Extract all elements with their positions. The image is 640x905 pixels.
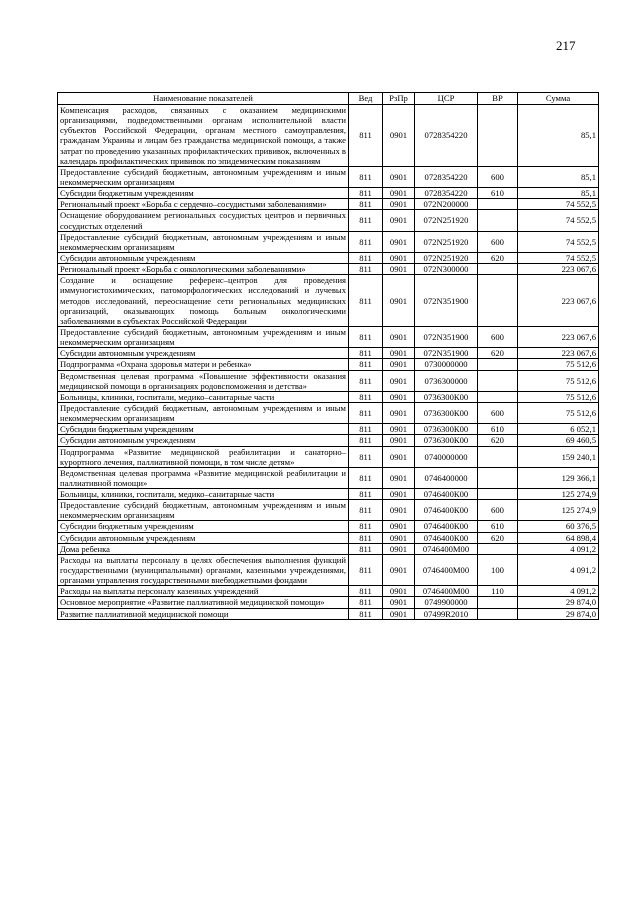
table-row: [58, 424, 599, 435]
cell-vr: [478, 608, 518, 619]
header-rzpr: РзПр: [383, 93, 415, 105]
table-row: [58, 326, 599, 347]
cell-rzpr: 0901: [383, 348, 415, 359]
cell-name: Субсидии автономным учреждениям: [58, 252, 349, 263]
table-row: [58, 586, 599, 597]
cell-name: Ведомственная целевая программа «Повышение эффективности оказания медицинской помощи в организациях родовспоможения и детства»: [58, 370, 349, 391]
cell-ved: 811: [349, 489, 383, 500]
cell-sum: 85,1: [518, 105, 599, 167]
cell-name: Подпрограмма «Развитие медицинской реабилитации и санаторно–курортного лечения, паллиативной помощи, в том числе детям»: [58, 446, 349, 467]
cell-csr: 0728354220: [415, 188, 478, 199]
table-row: [58, 554, 599, 585]
cell-rzpr: 0901: [383, 543, 415, 554]
table-row: [58, 543, 599, 554]
table-row: [58, 199, 599, 210]
table-row: [58, 188, 599, 199]
cell-ved: 811: [349, 359, 383, 370]
table-row: [58, 489, 599, 500]
cell-rzpr: 0901: [383, 391, 415, 402]
cell-vr: [478, 467, 518, 488]
cell-csr: 072N300000: [415, 264, 478, 275]
table-row: [58, 359, 599, 370]
cell-ved: 811: [349, 597, 383, 608]
cell-vr: 620: [478, 252, 518, 263]
cell-csr: 0746400К00: [415, 532, 478, 543]
cell-ved: 811: [349, 264, 383, 275]
cell-name: Создание и оснащение референс–центров для проведения иммуногистохимических, патоморфологических исследований и лучевых методов исследований, переоснащение сети региональных медицинских организаций, оказывающих помощь больным онкологическими заболеваниями в субъектах Российской Федерации: [58, 275, 349, 327]
table-row: [58, 252, 599, 263]
cell-ved: 811: [349, 252, 383, 263]
cell-name: Предоставление субсидий бюджетным, автономным учреждениям и иным некоммерческим организациям: [58, 166, 349, 187]
cell-vr: 620: [478, 532, 518, 543]
cell-rzpr: 0901: [383, 446, 415, 467]
cell-vr: 600: [478, 402, 518, 423]
cell-rzpr: 0901: [383, 359, 415, 370]
cell-sum: 85,1: [518, 166, 599, 187]
cell-sum: 6 052,1: [518, 424, 599, 435]
header-sum: Сумма: [518, 93, 599, 105]
cell-csr: 0749900000: [415, 597, 478, 608]
cell-ved: 811: [349, 199, 383, 210]
cell-csr: 072N251920: [415, 252, 478, 263]
table-row: [58, 435, 599, 446]
cell-csr: 0730000000: [415, 359, 478, 370]
cell-csr: 0746400К00: [415, 489, 478, 500]
table-row: [58, 348, 599, 359]
cell-vr: [478, 446, 518, 467]
cell-sum: 74 552,5: [518, 199, 599, 210]
cell-ved: 811: [349, 467, 383, 488]
cell-csr: 072N251920: [415, 231, 478, 252]
budget-table: [57, 92, 599, 620]
cell-rzpr: 0901: [383, 231, 415, 252]
cell-ved: 811: [349, 210, 383, 231]
cell-sum: 75 512,6: [518, 391, 599, 402]
cell-ved: 811: [349, 348, 383, 359]
cell-name: Расходы на выплаты персоналу в целях обеспечения выполнения функций государственными (муниципальными) органами, казенными учреждениями, органами управления государственными внебюджетными фондами: [58, 554, 349, 585]
cell-name: Предоставление субсидий бюджетным, автономным учреждениям и иным некоммерческим организациям: [58, 402, 349, 423]
header-ved: Вед: [349, 93, 383, 105]
cell-ved: 811: [349, 188, 383, 199]
cell-ved: 811: [349, 402, 383, 423]
cell-vr: [478, 199, 518, 210]
cell-ved: 811: [349, 521, 383, 532]
cell-sum: 125 274,9: [518, 489, 599, 500]
cell-vr: 610: [478, 424, 518, 435]
table-row: [58, 500, 599, 521]
cell-rzpr: 0901: [383, 199, 415, 210]
cell-name: Основное мероприятие «Развитие паллиативной медицинской помощи»: [58, 597, 349, 608]
cell-name: Развитие паллиативной медицинской помощи: [58, 608, 349, 619]
cell-ved: 811: [349, 500, 383, 521]
table-row: [58, 231, 599, 252]
cell-csr: 0736300К00: [415, 435, 478, 446]
cell-name: Предоставление субсидий бюджетным, автономным учреждениям и иным некоммерческим организациям: [58, 231, 349, 252]
cell-sum: 4 091,2: [518, 543, 599, 554]
cell-name: Компенсация расходов, связанных с оказанием медицинскими организациями, подведомственными органам исполнительной власти субъектов Российской Федерации, органам местного самоуправления, гражданам Украины и лицам без гражданства медицинской помощи, а также затрат по проведению указанных профилактических прививок, включенных в календарь профилактических прививок по эпидемическим показаниям: [58, 105, 349, 167]
cell-sum: 85,1: [518, 188, 599, 199]
cell-vr: [478, 105, 518, 167]
cell-ved: 811: [349, 275, 383, 327]
table-row: [58, 597, 599, 608]
cell-vr: [478, 370, 518, 391]
cell-rzpr: 0901: [383, 521, 415, 532]
cell-sum: 75 512,6: [518, 359, 599, 370]
cell-ved: 811: [349, 608, 383, 619]
cell-ved: 811: [349, 424, 383, 435]
cell-ved: 811: [349, 326, 383, 347]
cell-rzpr: 0901: [383, 489, 415, 500]
cell-sum: 64 898,4: [518, 532, 599, 543]
header-vr: ВР: [478, 93, 518, 105]
cell-vr: 100: [478, 554, 518, 585]
cell-vr: 610: [478, 188, 518, 199]
table-row: [58, 446, 599, 467]
table-row: [58, 370, 599, 391]
cell-rzpr: 0901: [383, 424, 415, 435]
cell-csr: 0746400М00: [415, 543, 478, 554]
cell-ved: 811: [349, 231, 383, 252]
cell-sum: 29 874,0: [518, 597, 599, 608]
cell-ved: 811: [349, 446, 383, 467]
cell-ved: 811: [349, 532, 383, 543]
table-row: [58, 532, 599, 543]
cell-rzpr: 0901: [383, 188, 415, 199]
cell-rzpr: 0901: [383, 554, 415, 585]
cell-sum: 29 874,0: [518, 608, 599, 619]
cell-vr: [478, 391, 518, 402]
header-name: Наименование показателей: [58, 93, 349, 105]
cell-csr: 0736300000: [415, 370, 478, 391]
cell-name: Дома ребенка: [58, 543, 349, 554]
cell-sum: 223 067,6: [518, 326, 599, 347]
cell-vr: [478, 275, 518, 327]
cell-vr: [478, 489, 518, 500]
cell-csr: 0746400К00: [415, 500, 478, 521]
cell-vr: [478, 543, 518, 554]
cell-name: Субсидии автономным учреждениям: [58, 532, 349, 543]
cell-rzpr: 0901: [383, 326, 415, 347]
cell-sum: 74 552,5: [518, 231, 599, 252]
table-header-row: [58, 93, 599, 105]
cell-sum: 69 460,5: [518, 435, 599, 446]
cell-ved: 811: [349, 391, 383, 402]
table-row: [58, 402, 599, 423]
table-row: [58, 521, 599, 532]
cell-rzpr: 0901: [383, 275, 415, 327]
cell-vr: [478, 264, 518, 275]
cell-name: Субсидии автономным учреждениям: [58, 348, 349, 359]
cell-vr: [478, 359, 518, 370]
cell-csr: 0746400000: [415, 467, 478, 488]
cell-rzpr: 0901: [383, 467, 415, 488]
cell-sum: 74 552,5: [518, 252, 599, 263]
cell-csr: 072N351900: [415, 348, 478, 359]
cell-csr: 0746400М00: [415, 586, 478, 597]
cell-ved: 811: [349, 554, 383, 585]
cell-ved: 811: [349, 166, 383, 187]
cell-name: Предоставление субсидий бюджетным, автономным учреждениям и иным некоммерческим организациям: [58, 500, 349, 521]
cell-rzpr: 0901: [383, 608, 415, 619]
table-row: [58, 210, 599, 231]
cell-vr: [478, 597, 518, 608]
cell-vr: 110: [478, 586, 518, 597]
cell-name: Субсидии бюджетным учреждениям: [58, 424, 349, 435]
cell-vr: [478, 210, 518, 231]
cell-sum: 159 240,1: [518, 446, 599, 467]
cell-rzpr: 0901: [383, 264, 415, 275]
cell-csr: 072N251920: [415, 210, 478, 231]
cell-name: Субсидии автономным учреждениям: [58, 435, 349, 446]
cell-name: Региональный проект «Борьба с онкологическими заболеваниями»: [58, 264, 349, 275]
cell-sum: 223 067,6: [518, 348, 599, 359]
table-body: [58, 105, 599, 620]
table-row: [58, 105, 599, 167]
cell-vr: 600: [478, 326, 518, 347]
cell-csr: 0728354220: [415, 166, 478, 187]
cell-ved: 811: [349, 105, 383, 167]
cell-name: Субсидии бюджетным учреждениям: [58, 521, 349, 532]
cell-sum: 74 552,5: [518, 210, 599, 231]
cell-rzpr: 0901: [383, 500, 415, 521]
cell-name: Больницы, клиники, госпитали, медико–санитарные части: [58, 489, 349, 500]
cell-ved: 811: [349, 370, 383, 391]
cell-sum: 125 274,9: [518, 500, 599, 521]
cell-csr: 0740000000: [415, 446, 478, 467]
cell-sum: 4 091,2: [518, 554, 599, 585]
cell-sum: 60 376,5: [518, 521, 599, 532]
cell-sum: 223 067,6: [518, 275, 599, 327]
cell-vr: 610: [478, 521, 518, 532]
cell-csr: 072N351900: [415, 326, 478, 347]
page-number: 217: [556, 38, 576, 53]
table-row: [58, 166, 599, 187]
cell-csr: 07499R2010: [415, 608, 478, 619]
cell-rzpr: 0901: [383, 105, 415, 167]
cell-sum: 75 512,6: [518, 402, 599, 423]
table-row: [58, 275, 599, 327]
cell-rzpr: 0901: [383, 210, 415, 231]
table-row: [58, 467, 599, 488]
cell-name: Больницы, клиники, госпитали, медико–санитарные части: [58, 391, 349, 402]
cell-rzpr: 0901: [383, 252, 415, 263]
cell-name: Подпрограмма «Охрана здоровья матери и ребенка»: [58, 359, 349, 370]
cell-sum: 129 366,1: [518, 467, 599, 488]
table-row: [58, 608, 599, 619]
cell-name: Региональный проект «Борьба с сердечно–сосудистыми заболеваниями»: [58, 199, 349, 210]
cell-sum: 75 512,6: [518, 370, 599, 391]
cell-ved: 811: [349, 435, 383, 446]
cell-name: Оснащение оборудованием региональных сосудистых центров и первичных сосудистых отделений: [58, 210, 349, 231]
cell-csr: 072N200000: [415, 199, 478, 210]
cell-rzpr: 0901: [383, 532, 415, 543]
cell-sum: 223 067,6: [518, 264, 599, 275]
cell-rzpr: 0901: [383, 370, 415, 391]
cell-csr: 0736300К00: [415, 402, 478, 423]
cell-rzpr: 0901: [383, 166, 415, 187]
cell-csr: 0736300К00: [415, 424, 478, 435]
cell-csr: 0736300К00: [415, 391, 478, 402]
cell-sum: 4 091,2: [518, 586, 599, 597]
table-row: [58, 264, 599, 275]
header-csr: ЦСР: [415, 93, 478, 105]
cell-vr: 600: [478, 231, 518, 252]
cell-name: Субсидии бюджетным учреждениям: [58, 188, 349, 199]
cell-name: Ведомственная целевая программа «Развитие медицинской реабилитации и паллиативной помощи»: [58, 467, 349, 488]
cell-csr: 0746400К00: [415, 521, 478, 532]
cell-vr: 600: [478, 500, 518, 521]
cell-ved: 811: [349, 543, 383, 554]
cell-vr: 620: [478, 348, 518, 359]
cell-vr: 600: [478, 166, 518, 187]
cell-rzpr: 0901: [383, 597, 415, 608]
cell-ved: 811: [349, 586, 383, 597]
cell-csr: 0728354220: [415, 105, 478, 167]
table-row: [58, 391, 599, 402]
cell-csr: 072N351900: [415, 275, 478, 327]
cell-rzpr: 0901: [383, 435, 415, 446]
cell-csr: 0746400М00: [415, 554, 478, 585]
cell-name: Предоставление субсидий бюджетным, автономным учреждениям и иным некоммерческим организациям: [58, 326, 349, 347]
cell-name: Расходы на выплаты персоналу казенных учреждений: [58, 586, 349, 597]
cell-vr: 620: [478, 435, 518, 446]
cell-rzpr: 0901: [383, 402, 415, 423]
cell-rzpr: 0901: [383, 586, 415, 597]
